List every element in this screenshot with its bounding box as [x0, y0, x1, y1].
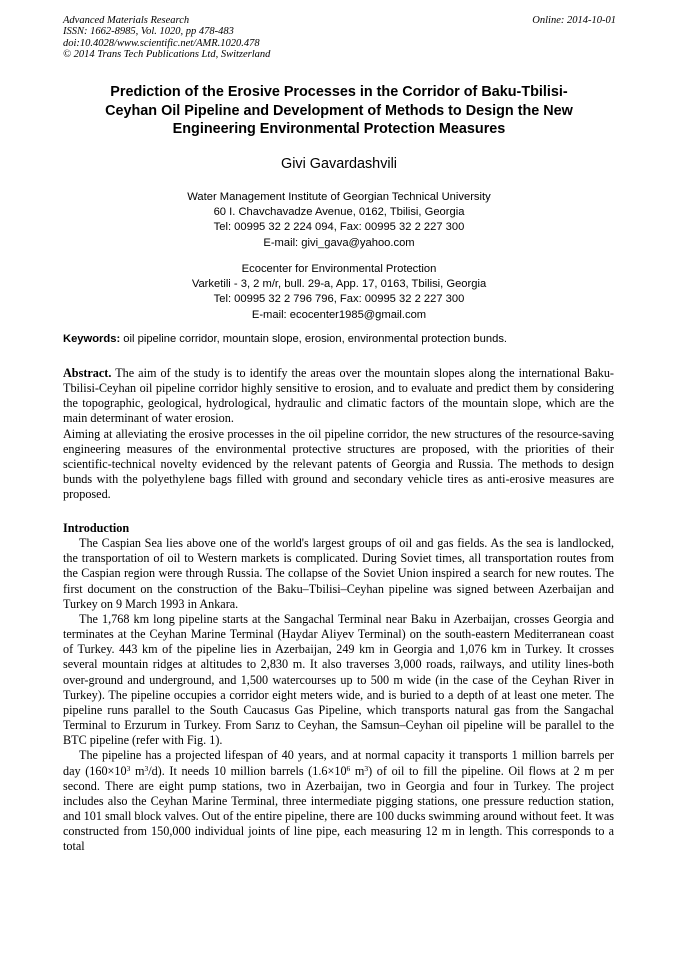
affiliation-name: Water Management Institute of Georgian Technical University: [187, 191, 491, 203]
affiliation-email: E-mail: givi_gava@yahoo.com: [263, 236, 415, 249]
title-line: Prediction of the Erosive Processes in the Corridor of Baku-Tbilisi-: [110, 84, 568, 100]
abstract-paragraph: [63, 366, 614, 427]
text-run: m: [130, 763, 145, 778]
title-line: Engineering Environmental Protection Measures: [172, 121, 506, 137]
text-run: ) of oil to fill the pipeline. Oil flows at 2 m per second. There are eight pump stations, two in Azerbaijan, two in Georgia and four in Turkey. The project includes also the Ceyhan Marine Terminal, three intermediate pigging stations, one pressure reduction station, and 101 small block valves. Out of the entire pipeline, there are 100 ducks swimming around without feet. It was constructed from 150,000 individual joints of line pipe, each measuring 12 m in length. This corresponds to a total: [63, 763, 615, 854]
superscript: 6: [346, 763, 351, 773]
section-heading: Introduction: [63, 521, 130, 535]
journal-name: Advanced Materials Research: [63, 15, 190, 26]
paper-title: [60, 83, 618, 139]
author-name: Givi Gavardashvili: [281, 156, 397, 172]
affiliation-phone: Tel: 00995 32 2 796 796, Fax: 00995 32 2 227 300: [213, 293, 465, 306]
abstract-paragraph: Aiming at alleviating the erosive processes in the oil pipeline corridor, the new structures of the resource-saving engineering measures of the environmental protective structures are proposed, with the priorities of their scientific-technical novelty evidenced by the relevant patents of Georgia and Russia. The methods to design bunds with the polyethylene bags filled with ground and secondary vehicle tires as anti-erosive measures are proposed.: [63, 426, 614, 502]
affiliation-email: E-mail: ecocenter1985@gmail.com: [251, 308, 427, 321]
body-paragraph: The Caspian Sea lies above one of the world's largest groups of oil and gas fields. As the sea is landlocked, the transportation of oil to Western markets is complicated. During Soviet times, all transportation routes from the Caspian region were through Russia. The collapse of the Soviet Union inspired a search for new routes. The first document on the construction of the Baku–Tbilisi–Ceyhan pipeline was signed between Azerbaijan and Turkey on 9 March 1993 in Ankara.: [63, 536, 614, 611]
affiliation-1: [0, 190, 678, 251]
title-line: Ceyhan Oil Pipeline and Development of Methods to Design the New: [105, 102, 573, 119]
text-run: The pipeline has a projected lifespan of 40 years, and at normal capacity it transports 1 million barrels per day (160×10: [63, 748, 614, 778]
online-date: Online: 2014-10-01: [532, 15, 616, 26]
keywords-text: oil pipeline corridor, mountain slope, erosion, environmental protection bunds.: [120, 333, 508, 345]
affiliation-2: [0, 262, 678, 323]
superscript: 3: [144, 763, 149, 773]
issn-line: ISSN: 1662-8985, Vol. 1020, pp 478-483: [63, 26, 234, 38]
journal-header: [63, 15, 616, 60]
body-paragraph: [63, 748, 614, 854]
introduction-section: [63, 521, 614, 854]
keywords: [63, 333, 616, 345]
text-run: /d). It needs 10 million barrels (1.6×10: [148, 763, 347, 778]
affiliation-address: Varketili - 3, 2 m/r, bull. 29-a, App. 17, 0163, Tbilisi, Georgia: [191, 278, 487, 291]
abstract-label: Abstract.: [63, 366, 112, 380]
keywords-label: Keywords:: [63, 333, 121, 345]
abstract-section: [63, 366, 614, 502]
affiliation-phone: Tel: 00995 32 2 224 094, Fax: 00995 32 2 227 300: [213, 221, 465, 234]
text-run: m: [350, 763, 365, 778]
abstract-text: The aim of the study is to identify the areas over the mountain slopes along the international Baku-Tbilisi-Ceyhan oil pipeline corridor highly sensitive to erosion, and to evaluate and predict them by considering the topographic, geological, hydrological, hydraulic and climatic factors of the mountain slope, which are the main determinant of water erosion.: [63, 366, 614, 426]
affiliation-name: Ecocenter for Environmental Protection: [241, 263, 437, 275]
superscript: 3: [126, 763, 131, 773]
superscript: 3: [364, 763, 369, 773]
body-paragraph: The 1,768 km long pipeline starts at the Sangachal Terminal near Baku in Azerbaijan, crosses Georgia and terminates at the Ceyhan Marine Terminal (Haydar Aliyev Terminal) on the south-eastern Mediterranean coast of Turkey. 443 km of the pipeline lies in Azerbaijan, 249 km in Georgia and 1,076 km in Turkey. It crosses several mountain ridges at altitudes to 2,830 m. It also traverses 3,000 roads, railways, and utility lines-both over-ground and underground, and 1,500 watercourses up to 500 m wide (in the case of the Ceyhan River in Turkey). The pipeline occupies a corridor eight meters wide, and is buried to a depth of at least one meter. The pipeline runs parallel to the South Caucasus Gas Pipeline, which transports natural gas from the Sangachal Terminal to Erzurum in Turkey. From Sarız to Ceyhan, the Samsun–Ceyhan oil pipeline will be parallel to the BTC pipeline (refer with Fig. 1).: [63, 611, 614, 748]
copyright-line: © 2014 Trans Tech Publications Ltd, Switzerland: [63, 48, 271, 60]
affiliation-address: 60 I. Chavchavadze Avenue, 0162, Tbilisi, Georgia: [213, 206, 465, 219]
doi-line: doi:10.4028/www.scientific.net/AMR.1020.478: [63, 37, 260, 49]
